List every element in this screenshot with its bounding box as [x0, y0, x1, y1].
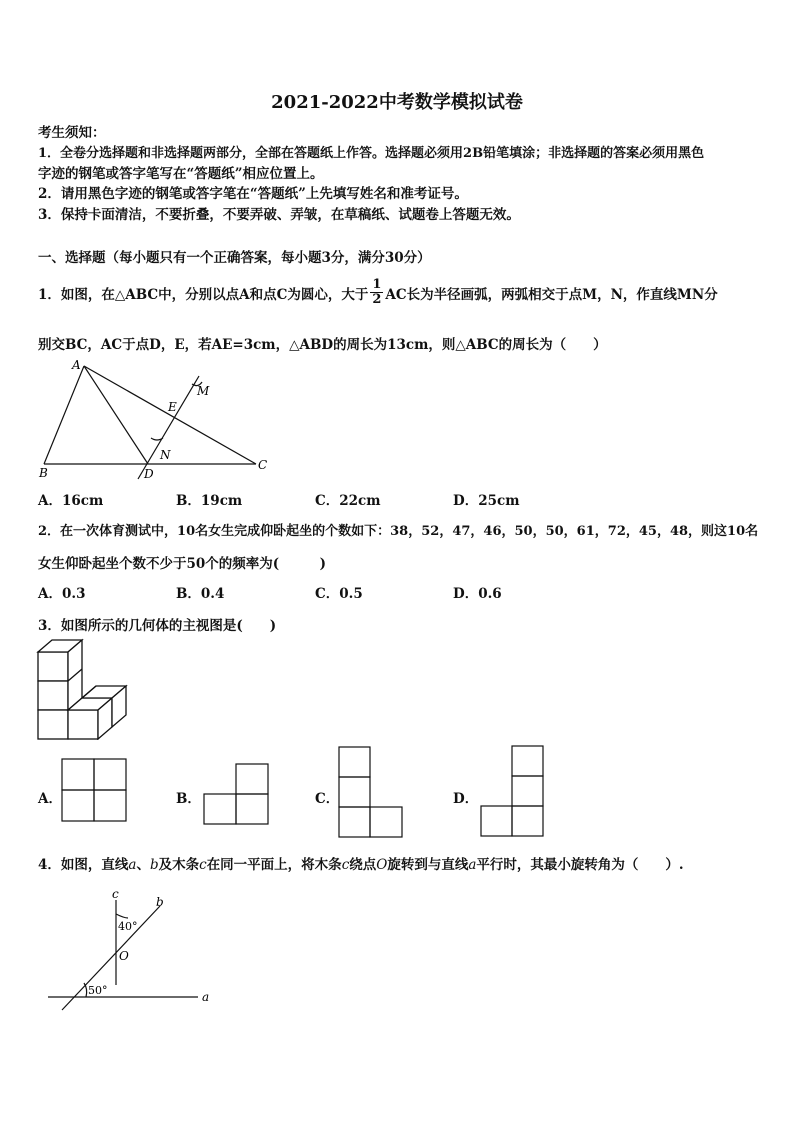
angle-label-40: 40°	[118, 920, 138, 933]
q1-triangle-figure	[34, 354, 284, 484]
q3-option-a-figure	[61, 758, 127, 822]
label-c: c	[112, 888, 119, 901]
var-a: a	[128, 857, 137, 873]
q3-option-c-label: C．	[315, 791, 340, 807]
page-title: 2021-2022中考数学模拟试卷	[271, 92, 523, 113]
q2-option-d: D．0.6	[453, 586, 502, 602]
q3-option-d-label: D．	[453, 791, 479, 807]
label-m: M	[197, 384, 210, 398]
q3-option-b-label: B．	[176, 791, 201, 807]
label-b: b	[156, 895, 164, 909]
notice-line-1b: 字迹的钢笔或答字笔写在“答题纸”相应位置上。	[38, 166, 324, 182]
var-b: b	[149, 857, 159, 873]
q2-option-c: C．0.5	[315, 586, 363, 602]
q1-line-1	[38, 278, 718, 307]
segment-ad	[84, 366, 148, 464]
q3-option-d-figure	[480, 745, 546, 837]
q2-line-2: 女生仰卧起坐个数不少于50个的频率为( )	[38, 556, 327, 572]
label-o: O	[119, 949, 129, 963]
cube-front	[38, 710, 68, 739]
cube-front	[68, 710, 98, 739]
notice-heading: 考生须知：	[38, 125, 106, 141]
var-c: c	[199, 857, 207, 873]
angle-arc-40	[116, 914, 128, 918]
q3-text: 3．如图所示的几何体的主视图是( )	[38, 618, 277, 634]
q1-line-2: 别交BC，AC于点D，E，若AE=3cm，△ABD的周长为13cm，则△ABC的周长为（ ）	[38, 337, 607, 353]
q3-solid-figure	[34, 636, 134, 740]
q4-seg: 绕点	[349, 857, 377, 873]
q3-option-b-figure	[203, 763, 269, 825]
q3-option-a-label: A．	[38, 791, 62, 807]
q4-lines-figure	[40, 888, 230, 1018]
q1-option-a: A．16cm	[38, 493, 104, 509]
q4-seg: 在同一平面上，将木条	[206, 857, 342, 873]
q2-option-b: B．0.4	[176, 586, 225, 602]
q2-line-1: 2．在一次体育测试中，10名女生完成仰卧起坐的个数如下：38，52，47，46，50，50，61，72，45，48，则这10名	[38, 524, 759, 539]
q1-text-a: 1．如图，在△ABC中，分别以点A和点C为圆心，大于	[38, 286, 369, 303]
notice-line-2: 2．请用黑色字迹的钢笔或答字笔在“答题纸”上先填写姓名和准考证号。	[38, 186, 468, 202]
fraction-numerator: 1	[372, 277, 382, 292]
q4-seg: 、	[136, 857, 150, 873]
q4-seg: 4．如图，直线	[38, 857, 129, 873]
fraction-half	[370, 278, 383, 307]
q1-text-b: AC长为半径画弧，两弧相交于点M，N，作直线MN分	[385, 286, 718, 303]
q3-option-c-figure	[338, 746, 404, 838]
line-b	[62, 906, 160, 1010]
label-n: N	[160, 448, 171, 462]
cube-front	[38, 681, 68, 710]
q2-option-a: A．0.3	[38, 586, 86, 602]
q1-option-b: B．19cm	[176, 493, 243, 509]
notice-line-1a: 1．全卷分选择题和非选择题两部分，全部在答题纸上作答。选择题必须用2B铅笔填涂；非选择题的答案必须用黑色	[38, 146, 705, 161]
label-b: B	[39, 466, 48, 480]
side-ab	[44, 366, 84, 464]
q4-text	[38, 853, 684, 873]
q1-option-d: D．25cm	[453, 493, 520, 509]
angle-label-50: 50°	[88, 984, 108, 997]
q4-seg: 及木条	[158, 857, 200, 873]
label-d: D	[144, 467, 154, 481]
label-c: C	[258, 458, 268, 472]
var-a: a	[468, 857, 477, 873]
cube-front	[38, 652, 68, 681]
notice-line-3: 3．保持卡面清洁，不要折叠，不要弄破、弄皱，在草稿纸、试题卷上答题无效。	[38, 207, 520, 223]
label-e: E	[168, 400, 177, 414]
label-a: a	[202, 990, 210, 1004]
section-heading: 一、选择题（每小题只有一个正确答案，每小题3分，满分30分）	[38, 250, 431, 266]
fraction-denominator: 2	[372, 292, 382, 307]
var-c: c	[341, 857, 350, 873]
var-o: O	[376, 857, 388, 873]
q4-seg: 平行时，其最小旋转角为（ ）.	[476, 857, 684, 873]
q1-option-c: C．22cm	[315, 493, 381, 509]
label-a: A	[72, 358, 81, 372]
q4-seg: 旋转到与直线	[387, 857, 469, 873]
